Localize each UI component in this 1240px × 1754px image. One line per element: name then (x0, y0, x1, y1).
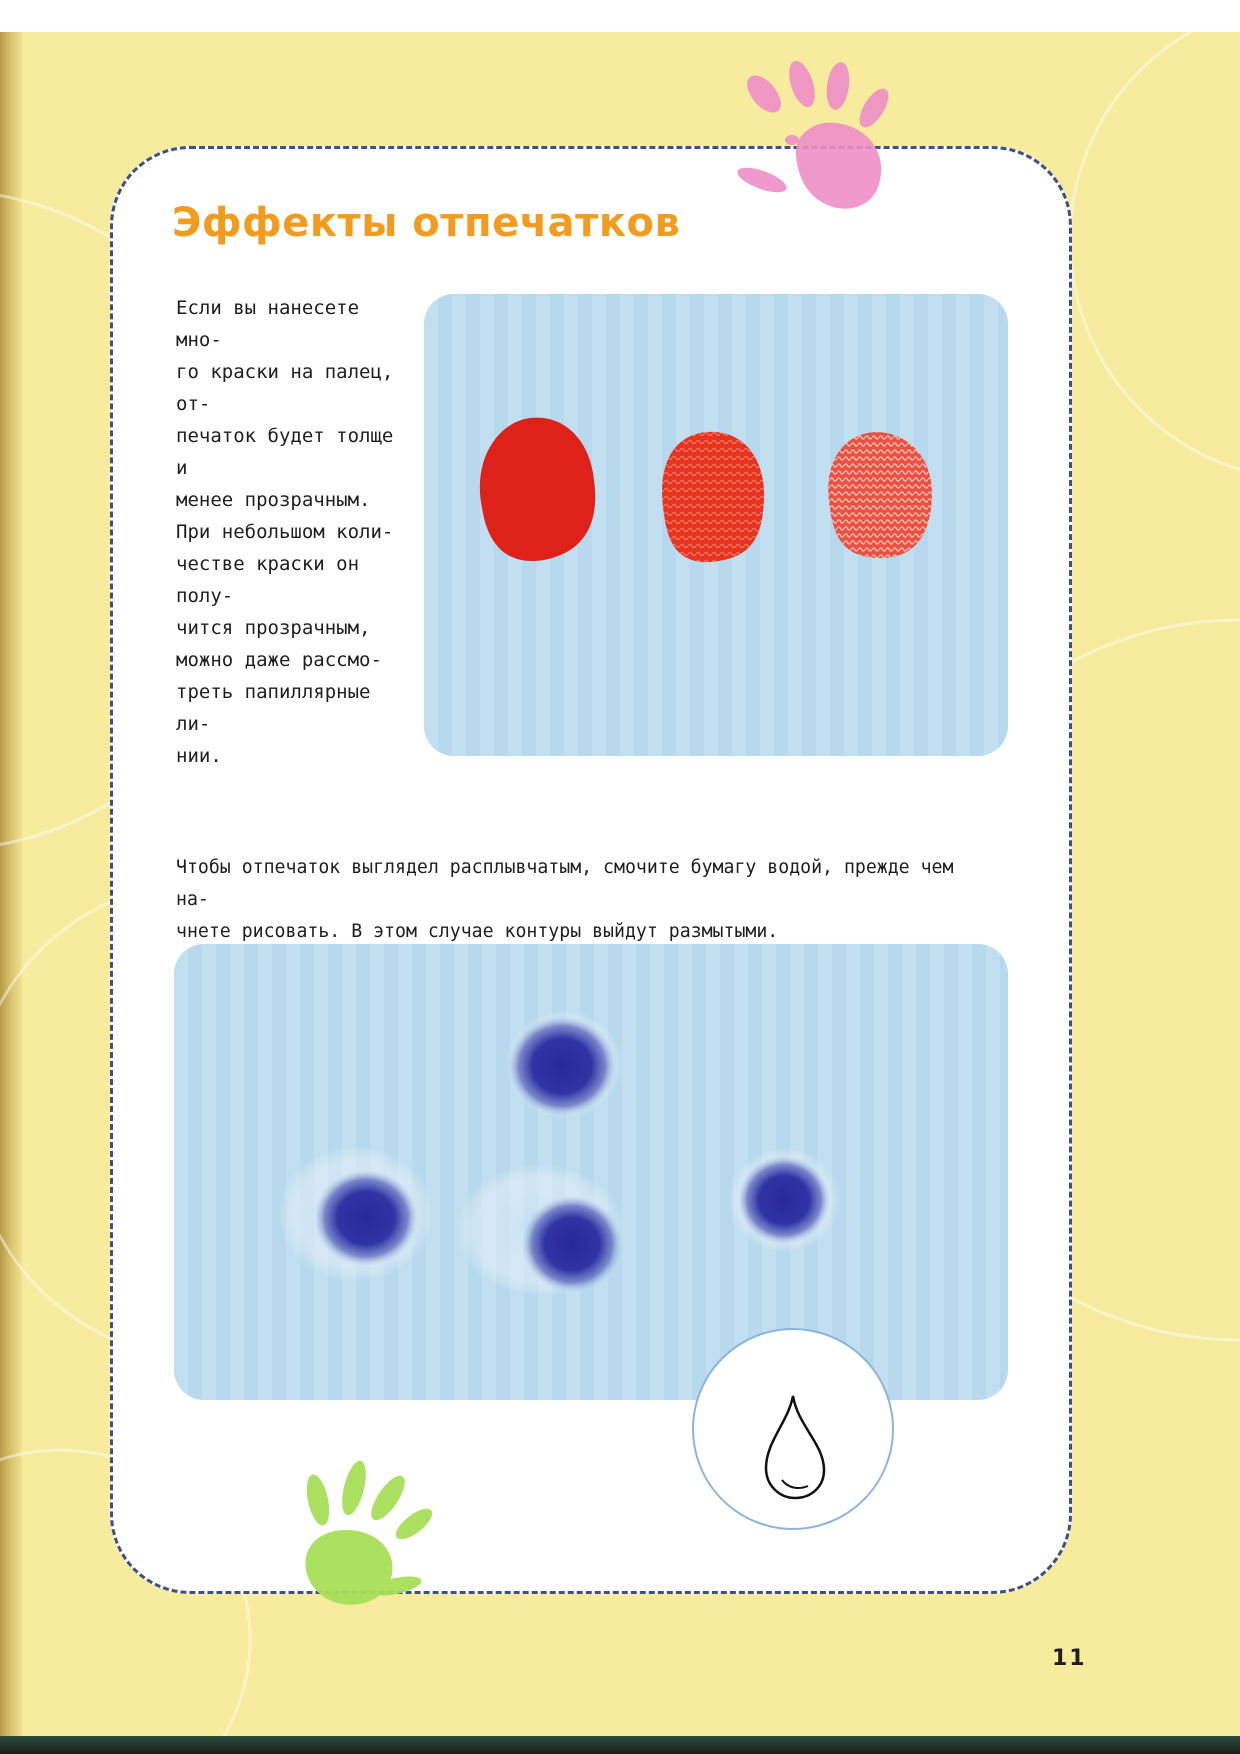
blurred-print-left (278, 1146, 434, 1282)
medium-print (662, 432, 764, 562)
thick-print (480, 418, 595, 561)
red-fingerprints-photo (424, 294, 1008, 756)
top-margin (0, 0, 1240, 32)
bottom-edge (0, 1736, 1240, 1754)
blurred-print-right (728, 1148, 840, 1252)
page-title: Эффекты отпечатков (172, 200, 681, 246)
body-paragraph: Чтобы отпечаток выглядел расплывчатым, смочите бумагу водой, прежде чем на- чнете рисовать. В этом случае контуры выйдут размытыми. (176, 857, 954, 942)
blurred-print-middle (456, 1164, 624, 1296)
thin-print (828, 432, 932, 558)
pink-handprint (734, 54, 914, 234)
water-drop-icon (766, 1396, 824, 1498)
blurred-print-top (506, 1010, 622, 1118)
green-handprint (284, 1458, 454, 1608)
page-number: 11 (1052, 1646, 1087, 1671)
water-drop-badge (692, 1328, 894, 1530)
intro-paragraph: Если вы нанесете мно- го краски на палец, от- печаток будет толще и менее прозрачным. При небольшом коли- честве краски он полу- чится прозрачным, можно даже рассмо- треть папиллярные ли- нии. (176, 297, 394, 767)
